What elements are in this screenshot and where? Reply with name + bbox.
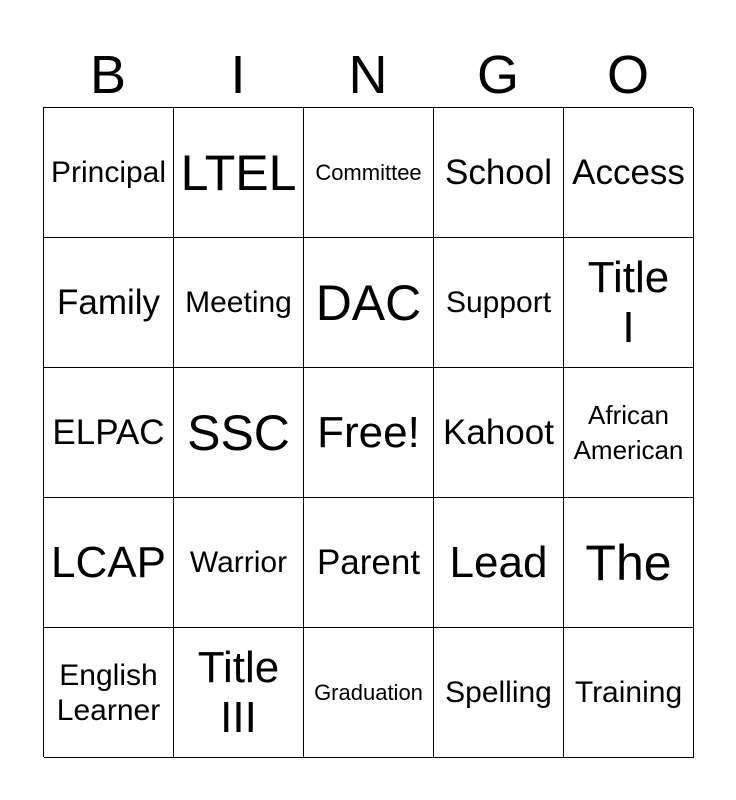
cell-english-learner[interactable]: English Learner [44, 628, 174, 758]
cell-lead[interactable]: Lead [434, 498, 564, 628]
cell-lcap[interactable]: LCAP [44, 498, 174, 628]
cell-ltel[interactable]: LTEL [174, 108, 304, 238]
cell-elpac[interactable]: ELPAC [44, 368, 174, 498]
cell-school[interactable]: School [434, 108, 564, 238]
header-letter-n: N [348, 45, 388, 105]
cell-african-american[interactable]: African American [564, 368, 694, 498]
cell-family[interactable]: Family [44, 238, 174, 368]
header-letter-g: G [476, 45, 519, 105]
header-letter-i: I [230, 45, 246, 105]
cell-graduation[interactable]: Graduation [304, 628, 434, 758]
cell-support[interactable]: Support [434, 238, 564, 368]
cell-free-space[interactable]: Free! [304, 368, 434, 498]
cell-ssc[interactable]: SSC [174, 368, 304, 498]
cell-warrior[interactable]: Warrior [174, 498, 304, 628]
header-letter-o: O [606, 45, 649, 105]
cell-committee[interactable]: Committee [304, 108, 434, 238]
header-letter-b: B [89, 45, 127, 105]
cell-spelling[interactable]: Spelling [434, 628, 564, 758]
cell-dac[interactable]: DAC [304, 238, 434, 368]
cell-parent[interactable]: Parent [304, 498, 434, 628]
cell-kahoot[interactable]: Kahoot [434, 368, 564, 498]
cell-title-i[interactable]: Title I [564, 238, 694, 368]
bingo-card [43, 107, 693, 757]
cell-access[interactable]: Access [564, 108, 694, 238]
cell-the[interactable]: The [564, 498, 694, 628]
cell-title-iii[interactable]: Title III [174, 628, 304, 758]
cell-principal[interactable]: Principal [44, 108, 174, 238]
cell-training[interactable]: Training [564, 628, 694, 758]
bingo-header [43, 42, 693, 108]
cell-meeting[interactable]: Meeting [174, 238, 304, 368]
